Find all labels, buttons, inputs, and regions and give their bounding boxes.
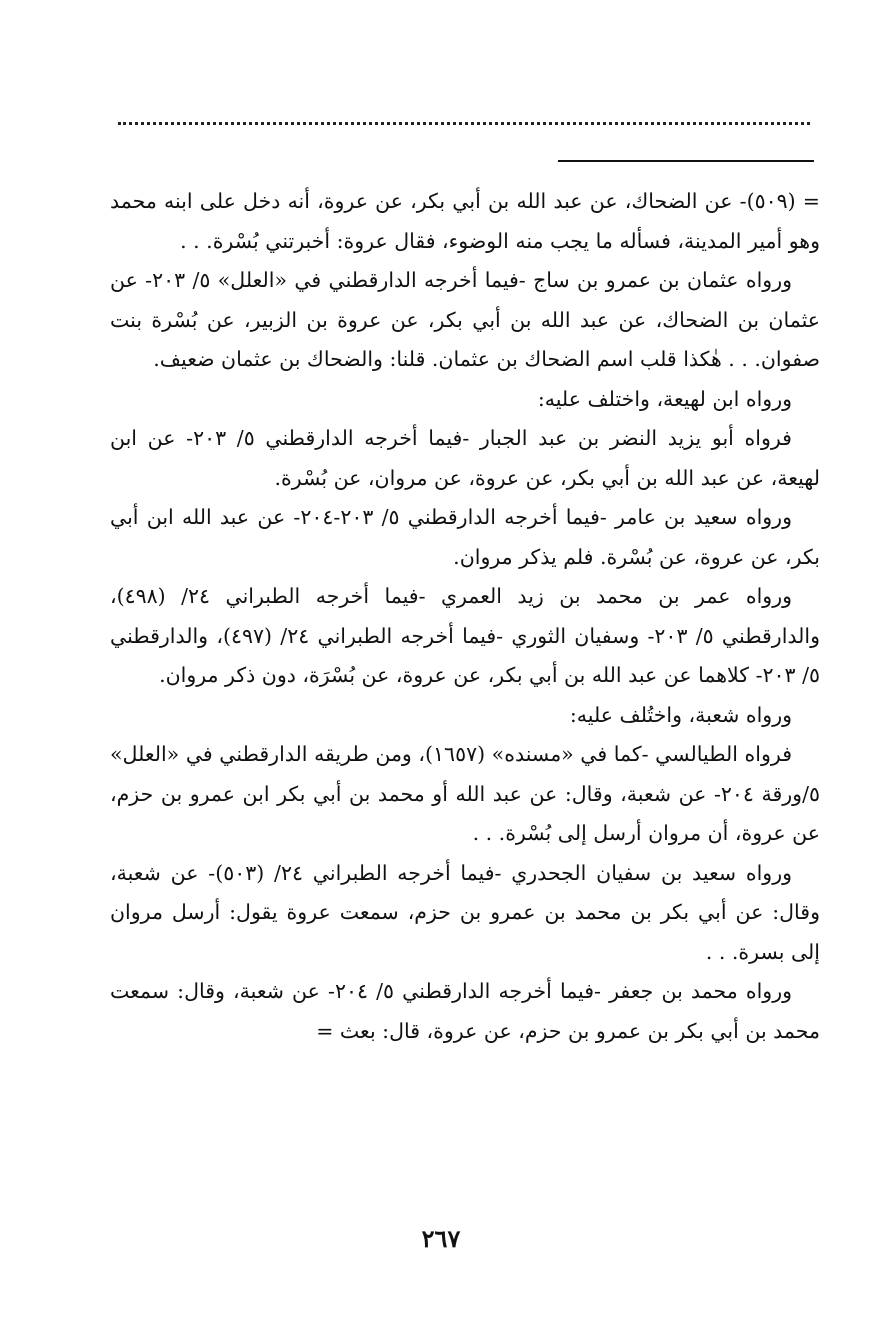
footnote-paragraph: ورواه ابن لهيعة، واختلف عليه: [537, 386, 792, 411]
page-number: ٢٦٧ [421, 1224, 461, 1253]
footnote-paragraph: فرواه الطيالسي -كما في «مسنده» (١٦٥٧)، ومن طريقه الدارقطني في «العلل» ٥/ورقة ٢٠٤- عن شعبة، وقال: عن عبد الله أو محمد بن أبي بكر ابن عمرو بن حزم، عن عروة، أن مروان أرسل إلى بُسْرة. . . [110, 742, 821, 845]
footnote-paragraph: = (٥٠٩)- عن الضحاك، عن عبد الله بن أبي بكر، عن عروة، أنه دخل على ابنه محمد وهو أمير المدينة، فسأله ما يجب منه الوضوء، فقال عروة: أخبرتني بُسْرة. . . [110, 189, 820, 253]
footnote-paragraph: ورواه عثمان بن عمرو بن ساج -فيما أخرجه الدارقطني في «العلل» ٥/ ٢٠٣- عن عثمان بن الضحاك، عن عبد الله بن أبي بكر، عن عروة بن الزبير، عن بُسْرة بنت صفوان. . . هٰكذا قلب اسم الضحاك بن عثمان. قلنا: والضحاك بن عثمان ضعيف. [110, 268, 820, 371]
dotted-separator [118, 122, 810, 125]
footnote-paragraph: فرواه أبو يزيد النضر بن عبد الجبار -فيما أخرجه الدارقطني ٥/ ٢٠٣- عن ابن لهيعة، عن عبد الله بن أبي بكر، عن عروة، عن مروان، عن بُسْرة. [110, 426, 820, 490]
footnote-paragraph: ورواه سعيد بن سفيان الجحدري -فيما أخرجه الطبراني ٢٤/ (٥٠٣)- عن شعبة، وقال: عن أبي بكر بن محمد بن عمرو بن حزم، سمعت عروة يقول: أرسل مروان إلى بسرة. . . [110, 860, 820, 964]
footnote-paragraph: ورواه شعبة، واختُلف عليه: [569, 702, 792, 727]
footnote-paragraph: ورواه محمد بن جعفر -فيما أخرجه الدارقطني ٥/ ٢٠٤- عن شعبة، وقال: سمعت محمد بن أبي بكر بن عمرو بن حزم، عن عروة، قال: بعث = [110, 979, 820, 1043]
footnote-paragraph: ورواه سعيد بن عامر -فيما أخرجه الدارقطني ٥/ ٢٠٣-٢٠٤- عن عبد الله ابن أبي بكر، عن عروة، عن بُسْرة. فلم يذكر مروان. [110, 505, 820, 569]
footnote-paragraph: ورواه عمر بن محمد بن زيد العمري -فيما أخرجه الطبراني ٢٤/ (٤٩٨)، والدارقطني ٥/ ٢٠٣- وسفيان الثوري -فيما أخرجه الطبراني ٢٤/ (٤٩٧)، والدارقطني ٥/ ٢٠٣- كلاهما عن عبد الله بن أبي بكر، عن عروة، عن بُسْرَة، دون ذكر مروان. [110, 584, 821, 687]
footnote-separator [558, 160, 814, 162]
footnote-text-block [110, 182, 820, 1051]
